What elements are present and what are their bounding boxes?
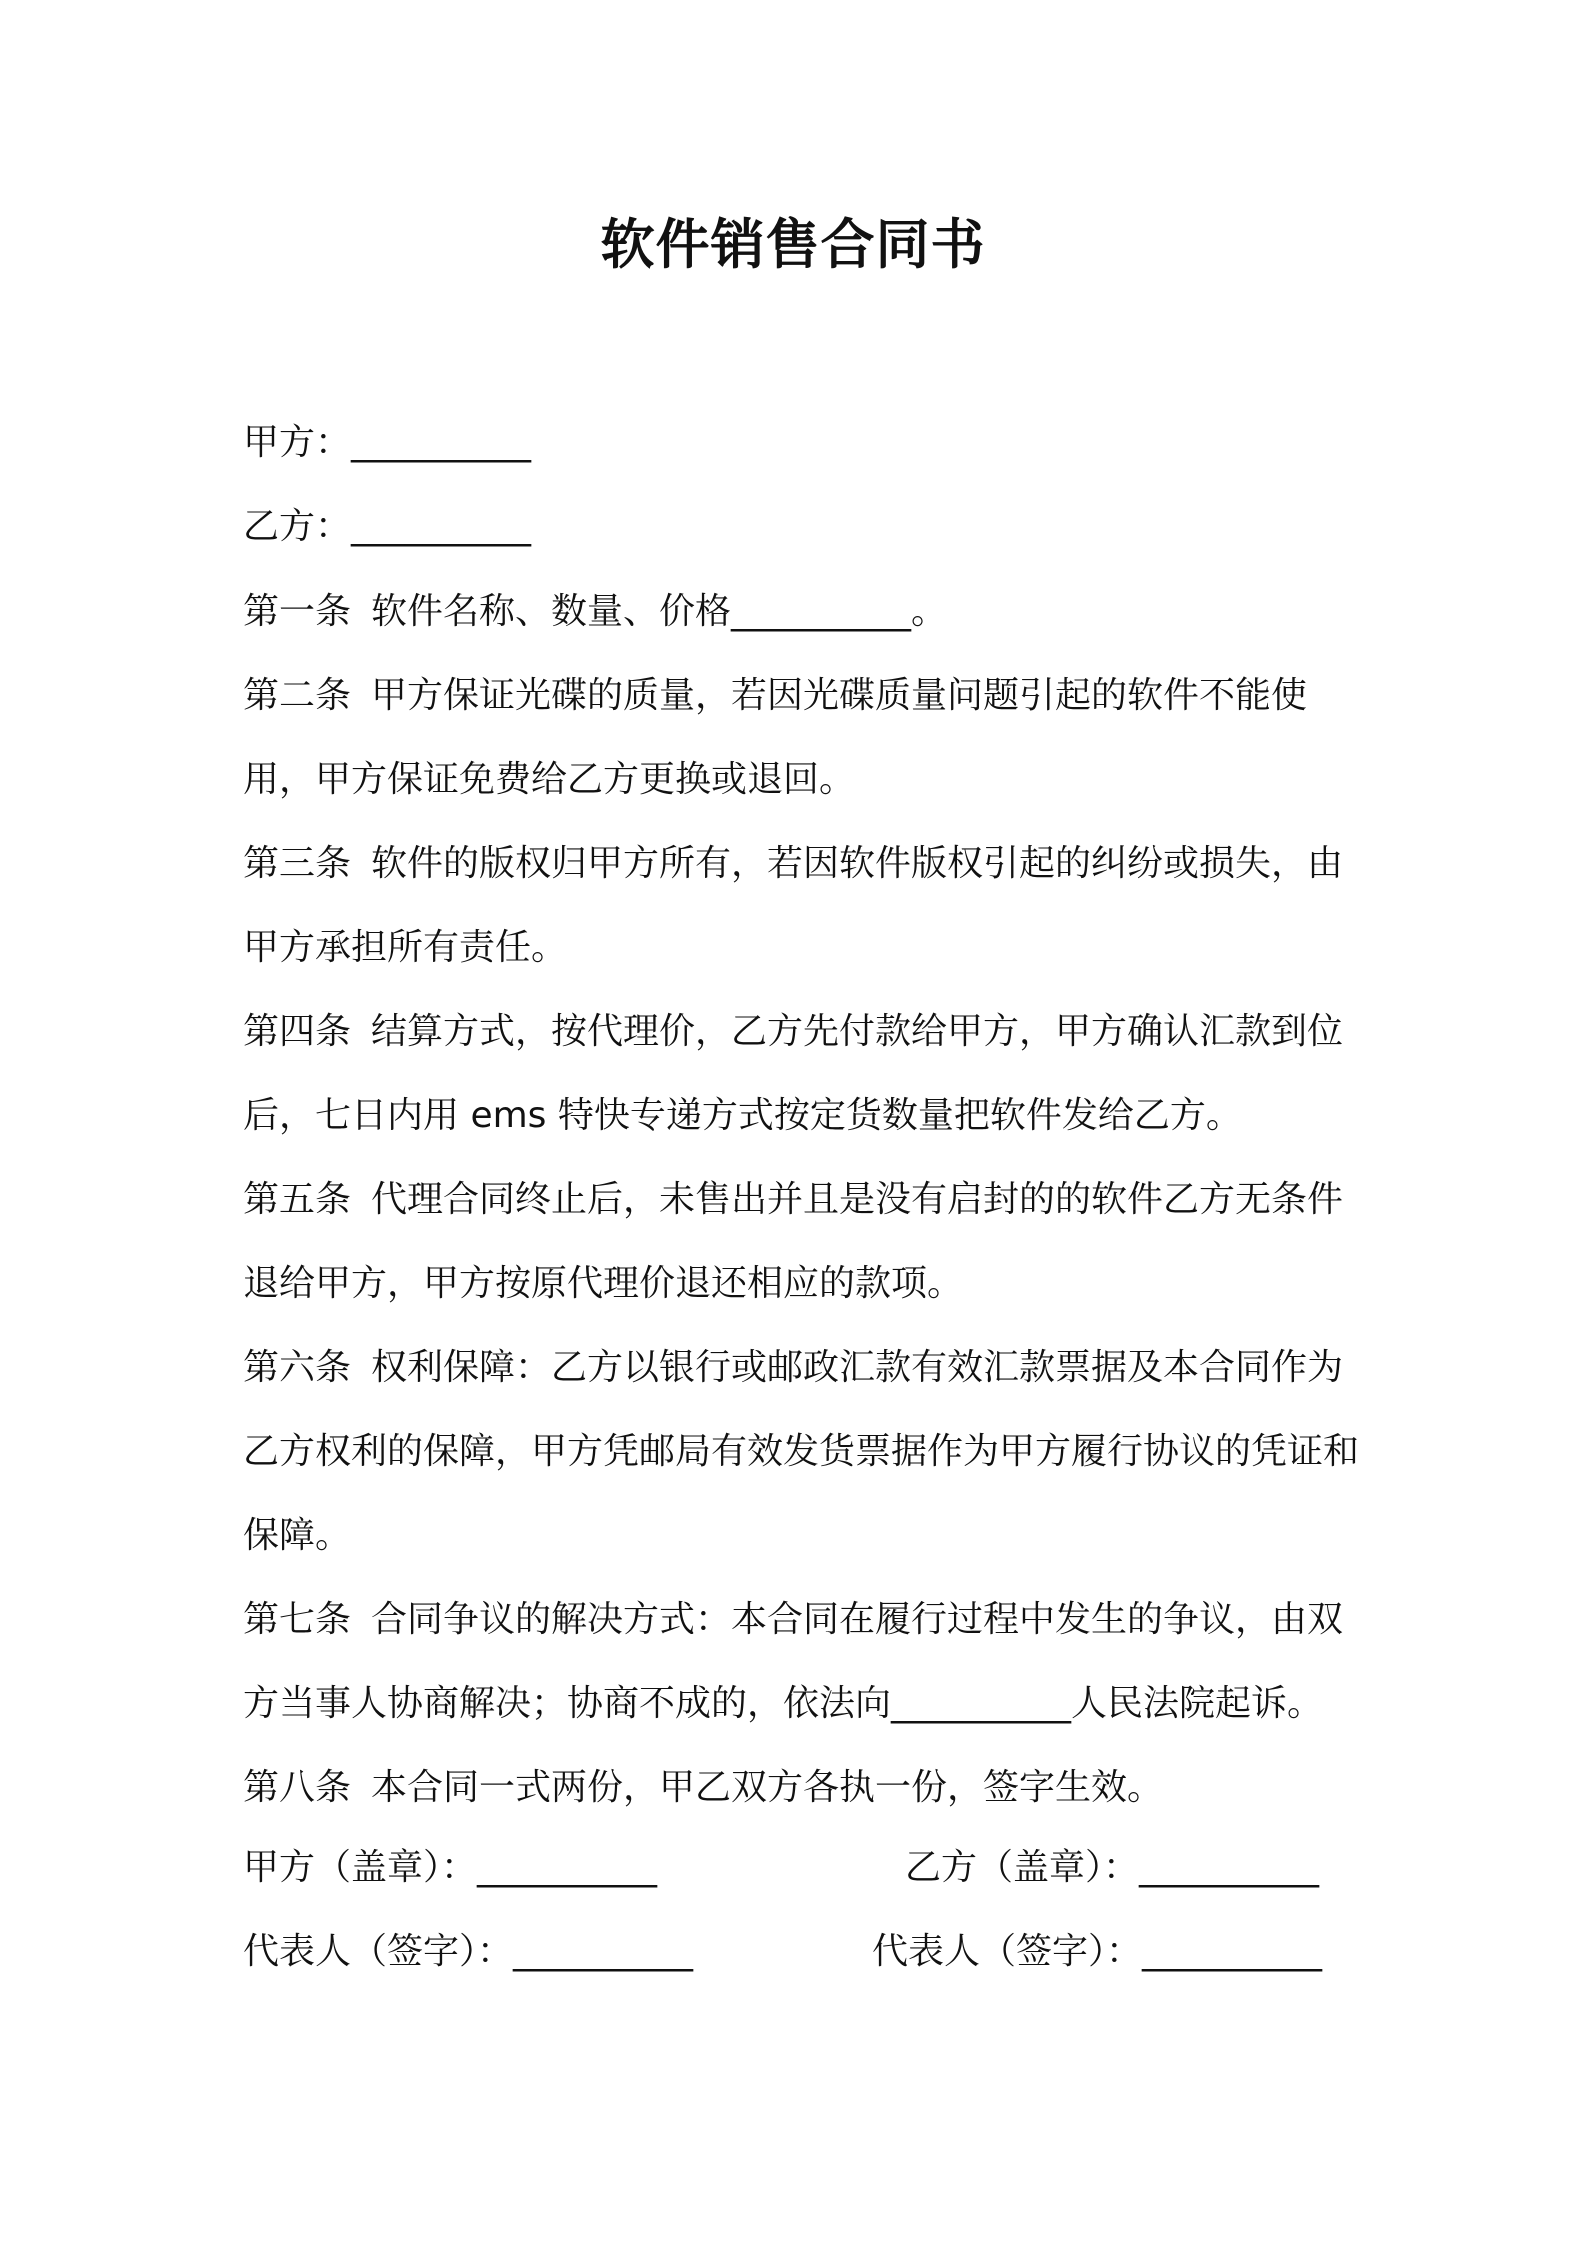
clause-text: 甲方保证光碟的质量，若因光碟质量问题引起的软件不能使用，甲方保证免费给乙方更换或退回。	[243, 675, 1308, 800]
clause-number: 第四条	[243, 1011, 352, 1052]
party-b-line: 乙方：__________	[243, 506, 532, 547]
clause-3	[243, 822, 1363, 990]
clause-7	[243, 1578, 1363, 1746]
clause-4	[243, 990, 1363, 1158]
clause-number: 第六条	[243, 1347, 352, 1388]
representative-row	[0, 1922, 1586, 1982]
clause-8	[243, 1746, 1363, 1830]
contract-clauses	[243, 570, 1363, 1830]
clause-text: 本合同一式两份，甲乙双方各执一份，签字生效。	[371, 1767, 1164, 1808]
party-a-line: 甲方：__________	[243, 422, 532, 463]
clause-number: 第八条	[243, 1767, 352, 1808]
clause-text: 代理合同终止后，未售出并且是没有启封的的软件乙方无条件退给甲方，甲方按原代理价退还相应的款项。	[243, 1179, 1344, 1304]
clause-1	[243, 570, 1363, 654]
clause-number: 第七条	[243, 1599, 352, 1640]
clause-text: 结算方式，按代理价，乙方先付款给甲方，甲方确认汇款到位后，七日内用 ems 特快专递方式按定货数量把软件发给乙方。	[243, 1011, 1344, 1136]
clause-6	[243, 1326, 1363, 1578]
party-b-representative: 代表人（签字）：__________	[872, 1931, 1323, 1972]
party-a-representative: 代表人（签字）：__________	[243, 1931, 694, 1972]
clause-number: 第二条	[243, 675, 352, 716]
party-b-seal: 乙方（盖章）：__________	[905, 1847, 1320, 1888]
clause-5	[243, 1158, 1363, 1326]
clause-text: 权利保障：乙方以银行或邮政汇款有效汇款票据及本合同作为乙方权利的保障，甲方凭邮局有效发货票据作为甲方履行协议的凭证和保障。	[243, 1347, 1360, 1556]
clause-text: 合同争议的解决方式：本合同在履行过程中发生的争议，由双方当事人协商解决；协商不成的，依法向__________人民法院起诉。	[243, 1599, 1344, 1724]
document-title: 软件销售合同书	[600, 213, 986, 276]
seal-row	[0, 1838, 1586, 1898]
clause-text: 软件的版权归甲方所有，若因软件版权引起的纠纷或损失，由甲方承担所有责任。	[243, 843, 1344, 968]
clause-number: 第三条	[243, 843, 352, 884]
clause-number: 第一条	[243, 591, 352, 632]
party-a-seal: 甲方（盖章）：__________	[243, 1847, 658, 1888]
clause-2	[243, 654, 1363, 822]
clause-text: 软件名称、数量、价格__________。	[371, 591, 948, 632]
clause-number: 第五条	[243, 1179, 352, 1220]
